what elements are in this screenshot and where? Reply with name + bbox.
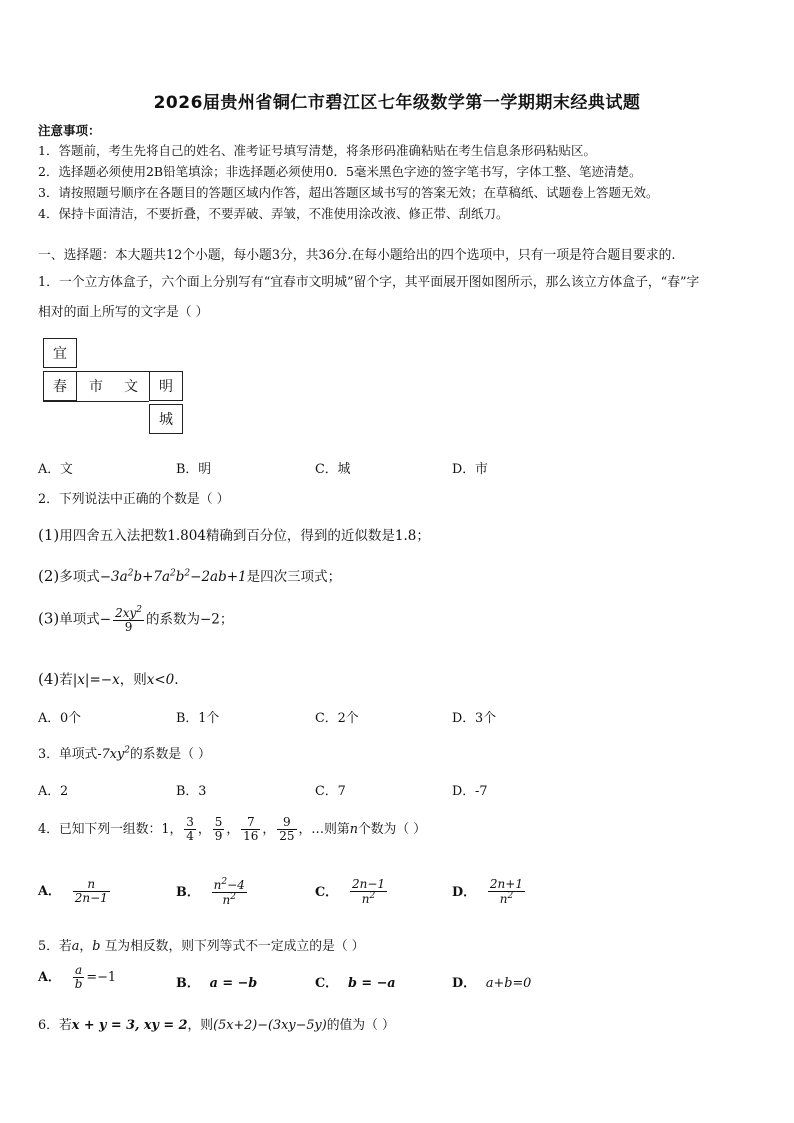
notice-item: 3．请按照题号顺序在各题目的答题区域内作答，超出答题区域书写的答案无效；在草稿纸、试题卷上答题无效。 (38, 185, 659, 200)
q4-option-d: D． $\frac{2n+1}{n^2}$ (452, 877, 523, 907)
net-face: 市 (89, 379, 103, 395)
q3-option-d: D．-7 (452, 784, 488, 799)
q2-statement-4: (4)若|x|=−x，则x<0. (38, 670, 179, 688)
question-2-stem: 2．下列说法中正确的个数是（ ） (38, 492, 230, 507)
question-6-stem: 6．若x + y = 3, xy = 2，则(5x+2)−(3xy−5y)的值为（ ） (38, 1018, 395, 1033)
question-4-stem: 4．已知下列一组数：1， $\frac{3}{4}$ ， $\frac{5}{9}$ ， $\frac{7}{16}$ ， $\frac{9}{25}$ ，…则第n个数为（ ） (38, 815, 426, 844)
notice-item: 4．保持卡面清洁，不要折叠，不要弄破、弄皱，不准使用涂改液、修正带、刮纸刀。 (38, 206, 509, 221)
question-3-stem: 3．单项式$-7xy^2$的系数是（ ） (38, 745, 211, 762)
q2-option-c: C．2个 (315, 711, 359, 726)
question-1-line2: 相对的面上所写的文字是（ ） (38, 305, 209, 320)
net-face: 城 (149, 404, 183, 434)
q5-option-d: D． a+b=0 (452, 976, 532, 991)
q1-option-d: D．市 (452, 462, 488, 477)
q2-option-a: A．0个 (38, 711, 81, 726)
q1-option-a: A．文 (38, 462, 73, 477)
q4-option-b: B． $\frac{n^2-4}{n^2}$ (176, 877, 245, 908)
net-face: 明 (149, 371, 183, 401)
q3-option-c: C．7 (315, 784, 346, 799)
q5-option-c: C． b = −a (315, 976, 396, 991)
net-face: 文 (124, 379, 138, 395)
q4-option-c: C． $\frac{2n-1}{n^2}$ (315, 877, 386, 907)
q1-option-c: C．城 (315, 462, 351, 477)
notice-item: 1．答题前，考生先将自己的姓名、准考证号填写清楚，将条形码准确粘贴在考生信息条形码粘贴区。 (38, 143, 596, 158)
notice-heading: 注意事项： (38, 123, 101, 138)
question-1-line1: 1．一个立方体盒子，六个面上分别写有“宜春市文明城”留个字，其平面展开图如图所示，那么该立方体盒子，“春”字 (38, 275, 700, 290)
q1-option-b: B．明 (176, 462, 211, 477)
page-title: 2026届贵州省铜仁市碧江区七年级数学第一学期期末经典试题 (153, 93, 641, 113)
q3-option-b: B．3 (176, 784, 207, 799)
q5-option-b: B． a = −b (176, 976, 258, 991)
net-face: 宜 (43, 338, 77, 368)
q2-statement-2: (2)多项式$-3a^2b+7a^2b^2-2ab+1$是四次三项式； (38, 567, 342, 585)
q4-option-a: A． $\frac{n}{2n-1}$ (38, 877, 108, 906)
cube-net-figure (43, 338, 183, 438)
notice-item: 2．选择题必须使用2B铅笔填涂；非选择题必须使用0．5毫米黑色字迹的签字笔书写，字体工整、笔迹清楚。 (38, 164, 642, 179)
question-5-stem: 5．若a，b 互为相反数，则下列等式不一定成立的是（ ） (38, 939, 365, 954)
q2-statement-1: (1)用四舍五入法把数1.804精确到百分位，得到的近似数是1.8； (38, 526, 430, 544)
section-heading: 一、选择题：本大题共12个小题，每小题3分，共36分.在每小题给出的四个选项中，只有一项是符合题目要求的. (38, 248, 676, 263)
q5-option-a: A． $\frac{a}{b}$ =−1 (38, 963, 117, 992)
q3-option-a: A．2 (38, 784, 69, 799)
q2-option-b: B．1个 (176, 711, 220, 726)
net-face: 春 (43, 371, 77, 401)
q2-statement-3: (3)单项式− $\frac{2xy^2}{9}$ 的系数为−2； (38, 605, 234, 635)
q2-option-d: D．3个 (452, 711, 496, 726)
